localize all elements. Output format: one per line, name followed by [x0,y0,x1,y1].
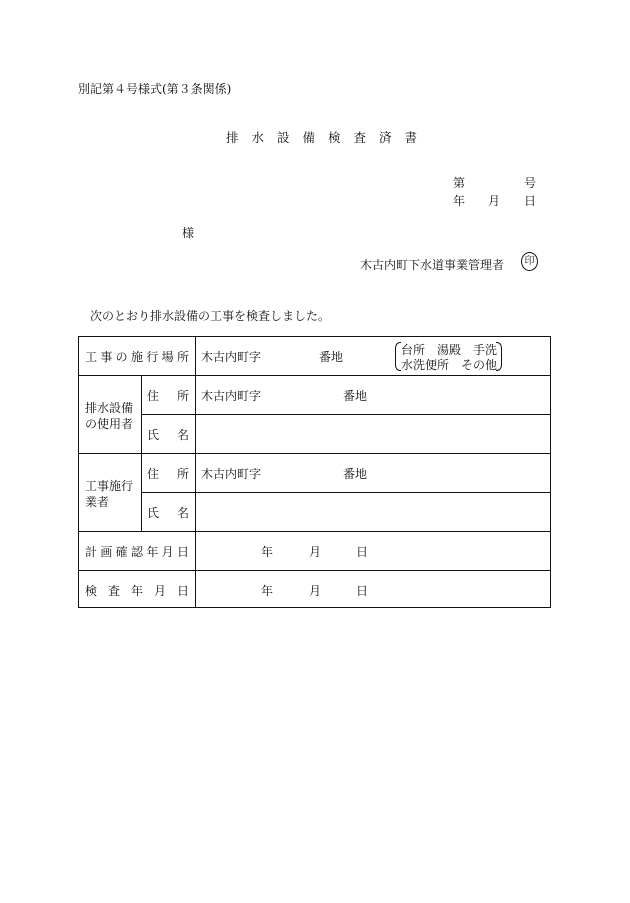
row-divider [79,531,550,532]
issuer-name: 木古内町下水道事業管理者 [360,258,505,272]
user-label-line-1: 排水設備 [85,401,134,415]
facilities-line-2: 水洗便所 その他 [401,358,498,372]
contractor-label-line-2: 業者 [85,495,110,509]
contractor-address-banchi: 番地 [343,467,368,481]
document-title: 排水設備検査済書 [226,130,431,145]
user-address-town: 木古内町字 [201,389,262,403]
contractor-address-label: 住 所 [147,467,189,481]
inspection-date-label: 検 査 年 月 日 [85,584,189,598]
number-prefix: 第 [453,176,466,190]
user-name-label: 氏 名 [147,428,189,442]
inspection-year: 年 [261,584,274,598]
user-label-line-2: の使用者 [85,417,134,431]
addressee-honorific: 様 [182,226,195,240]
row-divider [141,414,550,415]
inspection-month: 月 [309,584,322,598]
row-divider [79,570,550,571]
seal-stamp: 印 [521,252,538,271]
plan-confirm-day: 日 [356,545,369,559]
plan-confirm-date-label: 計 画 確 認 年 月 日 [85,545,189,559]
work-location-label: 工 事 の 施 行 場 所 [85,350,189,364]
statement-text: 次のとおり排水設備の工事を検査しました。 [90,309,331,323]
row-divider [141,492,550,493]
issue-date-month: 月 [488,194,501,208]
contractor-address-town: 木古内町字 [201,467,262,481]
column-divider [141,375,142,531]
contractor-label-line-1: 工事施行 [85,479,134,493]
plan-confirm-month: 月 [309,545,322,559]
plan-confirm-year: 年 [261,545,274,559]
work-location-town: 木古内町字 [201,350,262,364]
issue-date-year: 年 [453,194,466,208]
column-divider [195,337,196,607]
contractor-name-label: 氏 名 [147,506,189,520]
form-label: 別記第４号様式(第３条関係) [78,82,232,96]
row-divider [79,453,550,454]
user-address-banchi: 番地 [343,389,368,403]
issue-date-day: 日 [524,194,537,208]
work-location-banchi: 番地 [319,350,344,364]
inspection-form-table [78,336,551,608]
inspection-day: 日 [356,584,369,598]
user-address-label: 住 所 [147,389,189,403]
facilities-line-1: 台所 湯殿 手洗 [401,343,498,357]
row-divider [79,375,550,376]
number-suffix: 号 [524,176,537,190]
facilities-right-bracket [496,342,502,371]
